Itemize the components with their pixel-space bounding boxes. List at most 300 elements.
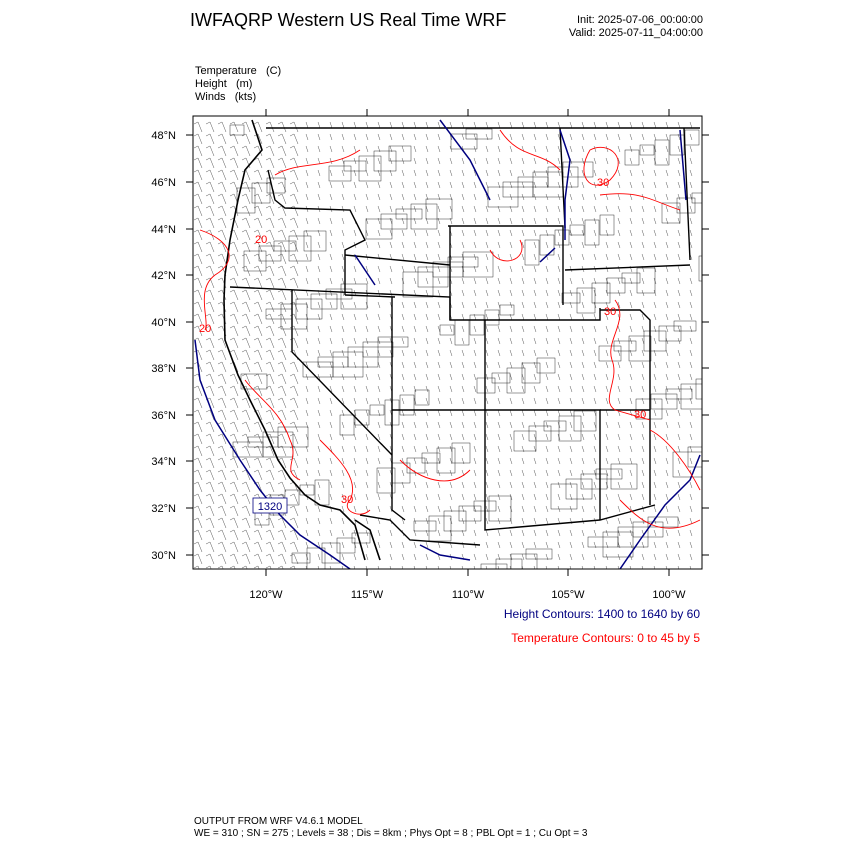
wind-barb xyxy=(246,326,250,336)
wind-barb xyxy=(534,494,536,500)
wind-barb xyxy=(594,254,596,260)
wind-barb xyxy=(330,242,332,248)
wind-barb xyxy=(606,494,608,500)
wind-barb xyxy=(570,482,572,488)
wind-barb-flag xyxy=(206,518,210,520)
wind-barb xyxy=(510,170,512,176)
wind-barb xyxy=(210,374,214,384)
wind-barb xyxy=(450,206,452,212)
wind-barb xyxy=(282,398,286,408)
wind-barb xyxy=(378,326,380,332)
wind-barb xyxy=(690,230,692,236)
wind-barb xyxy=(342,254,344,260)
wind-barb-flag xyxy=(278,434,282,436)
wind-barb xyxy=(198,554,202,564)
wind-barb xyxy=(246,218,250,228)
wind-barb-flag xyxy=(278,146,282,148)
wind-barb xyxy=(534,302,536,308)
wind-barb xyxy=(582,122,584,128)
wind-barb xyxy=(510,350,512,356)
wind-barb xyxy=(498,218,500,224)
county-cell xyxy=(340,415,354,435)
wind-barb xyxy=(654,458,656,464)
wind-barb xyxy=(630,434,632,440)
wind-barb xyxy=(522,230,524,236)
wind-barb xyxy=(630,314,632,320)
wind-barb xyxy=(246,194,250,204)
wind-barb xyxy=(414,542,416,548)
wind-barb-flag xyxy=(266,194,270,196)
wind-barb xyxy=(570,266,572,272)
field-label: Height xyxy=(195,78,227,90)
wind-barb xyxy=(330,494,332,500)
wind-barb xyxy=(210,302,214,312)
county-cell xyxy=(599,346,621,361)
wind-barb xyxy=(510,542,512,548)
wind-barb xyxy=(678,170,680,176)
wind-barb xyxy=(486,350,488,356)
wind-barb xyxy=(378,494,380,500)
wind-barb-flag xyxy=(218,266,222,268)
wind-barb xyxy=(558,374,560,380)
wind-barb-flag xyxy=(206,530,210,532)
wind-barb xyxy=(246,206,250,216)
wind-barb-flag xyxy=(278,158,282,160)
wind-barb xyxy=(306,350,308,356)
wind-barb xyxy=(498,386,500,392)
wind-barb xyxy=(546,362,548,368)
wind-barb-flag xyxy=(206,554,210,556)
wind-barb-flag xyxy=(206,566,210,568)
wind-barb xyxy=(366,482,368,488)
wind-barb-flag xyxy=(194,158,198,160)
wind-barb xyxy=(570,170,572,176)
wind-barb xyxy=(198,134,202,144)
wind-barb xyxy=(630,398,632,404)
wind-barb xyxy=(330,482,332,488)
wind-barb xyxy=(258,122,262,132)
county-cell xyxy=(300,485,314,495)
wind-barb xyxy=(666,302,668,308)
wind-barb xyxy=(426,254,428,260)
wind-barb xyxy=(426,374,428,380)
wind-barb xyxy=(630,518,632,524)
wind-barb xyxy=(222,350,226,360)
wind-barb xyxy=(366,386,368,392)
wind-barb xyxy=(426,230,428,236)
wind-barb xyxy=(618,398,620,404)
wind-barb-flag xyxy=(194,530,198,532)
wind-barb xyxy=(666,242,668,248)
wind-barb xyxy=(426,542,428,548)
wind-barb-flag xyxy=(194,386,198,388)
wind-barb xyxy=(546,518,548,524)
wind-barb xyxy=(402,506,404,512)
wind-barb xyxy=(558,554,560,560)
wind-barb-flag xyxy=(218,530,222,532)
wind-barb xyxy=(282,158,286,168)
wind-barb xyxy=(282,566,286,576)
wind-barb xyxy=(210,494,214,504)
height-label-text: 1320 xyxy=(257,501,283,513)
wind-barb xyxy=(498,362,500,368)
wind-barb xyxy=(294,566,298,576)
wind-barb-flag xyxy=(266,338,270,340)
wind-barb xyxy=(606,218,608,224)
wind-barb xyxy=(654,254,656,260)
wind-barb xyxy=(426,494,428,500)
wind-barb xyxy=(534,518,536,524)
wind-barb xyxy=(438,326,440,332)
wind-barb xyxy=(414,146,416,152)
wind-barb-flag xyxy=(278,278,282,280)
wind-barb xyxy=(318,350,320,356)
wind-barb xyxy=(534,422,536,428)
wind-barb xyxy=(582,278,584,284)
wind-barb xyxy=(498,230,500,236)
wind-barb xyxy=(486,266,488,272)
wind-barb xyxy=(258,542,262,552)
wind-barb xyxy=(342,542,344,548)
wind-barb xyxy=(558,146,560,152)
wind-barb xyxy=(246,410,250,420)
wind-barb-flag xyxy=(266,326,270,328)
wind-barb xyxy=(630,386,632,392)
wind-barb-flag xyxy=(278,410,282,412)
wind-barb xyxy=(630,134,632,140)
wind-barb xyxy=(678,542,680,548)
wind-barb xyxy=(318,194,320,200)
wind-barb xyxy=(306,338,308,344)
wind-barb xyxy=(282,554,286,564)
wind-barb xyxy=(498,506,500,512)
wind-barb xyxy=(354,446,356,452)
wind-barb xyxy=(282,302,286,312)
wind-barb xyxy=(486,338,488,344)
wind-barb-flag xyxy=(194,410,198,412)
wind-barb xyxy=(342,482,344,488)
county-cell xyxy=(696,379,722,399)
wind-barb xyxy=(642,170,644,176)
wind-barb xyxy=(486,170,488,176)
wind-barb-flag xyxy=(266,158,270,160)
wind-barb xyxy=(198,530,202,540)
wind-barb xyxy=(318,530,320,536)
wind-barb xyxy=(594,458,596,464)
wind-barb xyxy=(198,434,202,444)
wind-barb xyxy=(402,554,404,560)
county-cell xyxy=(611,464,637,489)
wind-barb xyxy=(546,146,548,152)
wind-barb xyxy=(594,326,596,332)
lon-label: 100°W xyxy=(652,589,686,601)
wind-barb xyxy=(678,410,680,416)
wind-barb xyxy=(282,194,286,204)
wind-barb xyxy=(582,350,584,356)
wind-barb xyxy=(678,158,680,164)
wind-barb xyxy=(582,362,584,368)
wind-barb xyxy=(414,266,416,272)
wind-barb xyxy=(246,278,250,288)
wind-barb xyxy=(390,122,392,128)
county-cell xyxy=(281,304,307,329)
wind-barb xyxy=(594,482,596,488)
wind-barb xyxy=(654,182,656,188)
wind-barb xyxy=(198,146,202,156)
wind-barb xyxy=(462,230,464,236)
wind-barb-flag xyxy=(194,434,198,436)
wind-barb xyxy=(234,266,238,276)
wind-barb xyxy=(690,302,692,308)
wind-barb xyxy=(306,122,308,128)
wind-barb xyxy=(426,182,428,188)
county-cell xyxy=(414,521,436,531)
lon-label: 110°W xyxy=(451,589,485,601)
wind-barb xyxy=(642,122,644,128)
wind-barb xyxy=(330,302,332,308)
wind-barb xyxy=(450,482,452,488)
wind-barb xyxy=(582,458,584,464)
wind-barb xyxy=(618,326,620,332)
wind-barb xyxy=(522,482,524,488)
wind-barb xyxy=(678,266,680,272)
wind-barb xyxy=(618,494,620,500)
wind-barb xyxy=(342,134,344,140)
wind-barb xyxy=(630,122,632,128)
wind-barb xyxy=(294,506,298,516)
wind-barb xyxy=(246,134,250,144)
wind-barb xyxy=(438,434,440,440)
wind-barb xyxy=(270,206,274,216)
wind-barb xyxy=(534,434,536,440)
wind-barb xyxy=(582,326,584,332)
wind-barb xyxy=(282,266,286,276)
wind-barb xyxy=(210,386,214,396)
wind-barb xyxy=(666,350,668,356)
wind-barb xyxy=(558,266,560,272)
wind-barb xyxy=(666,122,668,128)
wind-barb xyxy=(402,122,404,128)
wind-barb-flag xyxy=(242,398,246,400)
county-cell xyxy=(507,368,525,393)
wind-barb xyxy=(510,338,512,344)
wind-barb xyxy=(330,146,332,152)
county-cell xyxy=(659,326,681,341)
temp-contour-labels xyxy=(199,177,646,506)
wind-barb xyxy=(498,242,500,248)
wind-barb xyxy=(306,470,308,476)
county-cell xyxy=(481,564,507,589)
wind-barb-flag xyxy=(242,278,246,280)
county-cell xyxy=(574,411,596,431)
wind-barb xyxy=(294,326,298,336)
wind-barb xyxy=(330,326,332,332)
wind-barb xyxy=(258,386,262,396)
county-cell xyxy=(525,240,539,265)
wind-barb xyxy=(402,338,404,344)
wind-barb xyxy=(546,386,548,392)
wind-barb-flag xyxy=(194,446,198,448)
wind-barb xyxy=(594,470,596,476)
wind-barb xyxy=(474,242,476,248)
wind-barb xyxy=(474,182,476,188)
wind-barb-flag xyxy=(230,242,234,244)
wind-barb xyxy=(462,314,464,320)
wind-barb xyxy=(690,434,692,440)
wind-barb xyxy=(198,194,202,204)
county-cell xyxy=(625,150,639,165)
wind-barb-flag xyxy=(278,290,282,292)
wind-barb-flag xyxy=(206,206,210,208)
wind-barb xyxy=(582,482,584,488)
wind-barb-flag xyxy=(194,242,198,244)
wind-barb-flag xyxy=(242,290,246,292)
county-cell xyxy=(688,447,718,467)
wind-barb-flag xyxy=(194,338,198,340)
wind-barb xyxy=(318,182,320,188)
wind-barb xyxy=(354,338,356,344)
wind-barb xyxy=(378,182,380,188)
wind-barb xyxy=(210,506,214,516)
wind-barb xyxy=(210,290,214,300)
wind-barb xyxy=(678,194,680,200)
wind-barb xyxy=(366,398,368,404)
wind-barb xyxy=(618,182,620,188)
wind-barb xyxy=(282,374,286,384)
wind-barb-flag xyxy=(266,146,270,148)
wind-barb xyxy=(690,530,692,536)
wind-barb xyxy=(258,314,262,324)
wind-barb xyxy=(510,458,512,464)
wind-barb xyxy=(258,530,262,540)
county-cell xyxy=(551,484,577,509)
wind-barb xyxy=(210,434,214,444)
wind-barb xyxy=(402,146,404,152)
wind-barb xyxy=(222,146,226,156)
wind-barb-flag xyxy=(242,446,246,448)
wind-barb xyxy=(450,326,452,332)
lat-label: 40°N xyxy=(151,317,176,329)
wind-barb xyxy=(654,374,656,380)
wind-barb xyxy=(606,506,608,512)
wind-barb xyxy=(246,314,250,324)
wind-barb xyxy=(498,338,500,344)
wind-barb xyxy=(642,470,644,476)
wind-barb xyxy=(198,182,202,192)
wind-barb-flag xyxy=(206,422,210,424)
wind-barb xyxy=(210,458,214,468)
wind-barb xyxy=(498,170,500,176)
wind-barb xyxy=(354,302,356,308)
wind-barb xyxy=(426,146,428,152)
wind-barb-flag xyxy=(242,470,246,472)
wind-barb xyxy=(678,518,680,524)
wind-barb xyxy=(390,194,392,200)
wind-barb-flag xyxy=(278,218,282,220)
wind-barb xyxy=(414,314,416,320)
wind-barb xyxy=(378,122,380,128)
wind-barb xyxy=(522,254,524,260)
wind-barb xyxy=(342,122,344,128)
lat-label: 36°N xyxy=(151,410,176,422)
wind-barb xyxy=(606,206,608,212)
wind-barb xyxy=(594,554,596,560)
wind-barb xyxy=(510,410,512,416)
wind-barb xyxy=(630,362,632,368)
model-footer-line1: OUTPUT FROM WRF V4.6.1 MODEL xyxy=(194,816,363,827)
wind-barb xyxy=(270,254,274,264)
wind-barb-flag xyxy=(194,254,198,256)
wind-barb-flag xyxy=(242,410,246,412)
wind-barb xyxy=(414,494,416,500)
wind-barb xyxy=(510,446,512,452)
wind-barb xyxy=(558,158,560,164)
wind-barb-flag xyxy=(278,302,282,304)
wind-barb xyxy=(234,386,238,396)
wind-barb xyxy=(354,266,356,272)
wind-barb xyxy=(438,446,440,452)
lat-label: 34°N xyxy=(151,456,176,468)
wind-barb xyxy=(426,554,428,560)
wind-barb xyxy=(510,218,512,224)
wind-barb xyxy=(618,278,620,284)
wind-barb xyxy=(306,170,308,176)
wind-barb xyxy=(618,170,620,176)
wind-barb xyxy=(486,434,488,440)
wind-barb-flag xyxy=(194,266,198,268)
wind-barb-flag xyxy=(242,554,246,556)
wind-barb xyxy=(474,158,476,164)
wind-barb xyxy=(630,458,632,464)
wind-barb xyxy=(498,434,500,440)
wind-barb xyxy=(450,338,452,344)
wind-barb xyxy=(270,362,274,372)
wind-barb xyxy=(426,446,428,452)
wind-barb xyxy=(462,434,464,440)
wind-barb xyxy=(654,422,656,428)
wind-barb-flag xyxy=(218,470,222,472)
wind-barb-flag xyxy=(290,530,294,532)
wind-barb xyxy=(354,482,356,488)
wind-barb-flag xyxy=(230,350,234,352)
wind-barb xyxy=(258,446,262,456)
wind-barb xyxy=(618,506,620,512)
wind-barb-flag xyxy=(230,482,234,484)
wind-barb-flag xyxy=(230,434,234,436)
wind-barb xyxy=(198,242,202,252)
wind-barb xyxy=(654,194,656,200)
wind-barb xyxy=(270,278,274,288)
wind-barb xyxy=(498,146,500,152)
wind-barb xyxy=(630,206,632,212)
wind-barb xyxy=(318,158,320,164)
wind-barb xyxy=(534,470,536,476)
wind-barb xyxy=(666,278,668,284)
wind-barb xyxy=(198,266,202,276)
wind-barb xyxy=(570,458,572,464)
wind-barb xyxy=(414,242,416,248)
wind-barb xyxy=(510,422,512,428)
wind-barb xyxy=(354,350,356,356)
wind-barb xyxy=(606,398,608,404)
wind-barb xyxy=(342,182,344,188)
wind-barb-flag xyxy=(266,470,270,472)
wind-barb xyxy=(402,434,404,440)
wind-barb xyxy=(654,242,656,248)
wind-barb xyxy=(222,230,226,240)
wind-barb xyxy=(630,242,632,248)
wind-barb xyxy=(258,458,262,468)
